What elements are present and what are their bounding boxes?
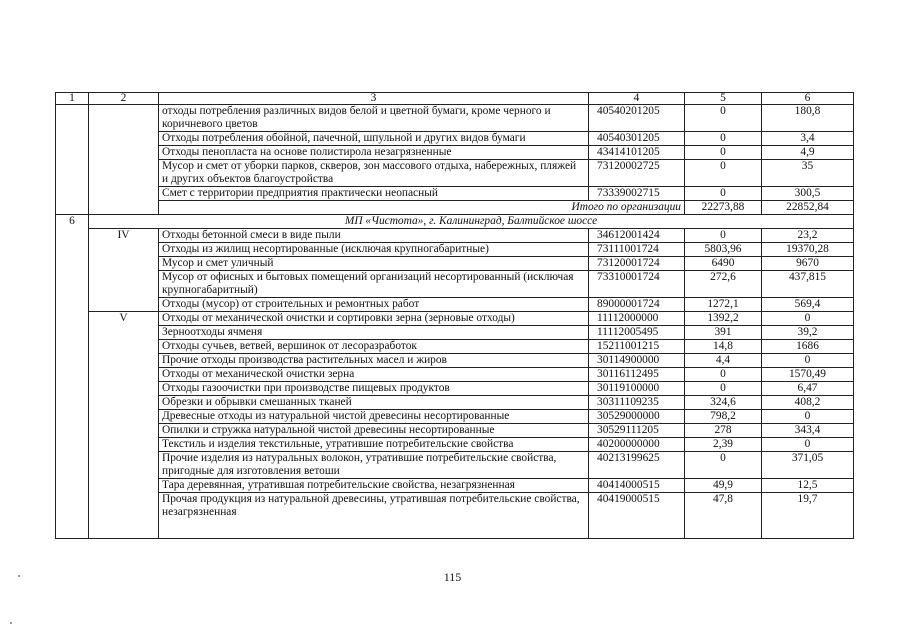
value-col6-cell: 300,5	[762, 187, 854, 201]
hazard-class-iv: IV	[89, 229, 159, 312]
value-col5-cell: 0	[685, 368, 762, 382]
value-col6-cell: 0	[762, 438, 854, 452]
value-col6-cell: 12,5	[762, 479, 854, 493]
table-row	[56, 479, 854, 493]
table-row	[56, 243, 854, 257]
table-row	[56, 160, 854, 187]
value-col5-cell: 0	[685, 160, 762, 187]
table-row	[56, 438, 854, 452]
value-col6-cell: 3,4	[762, 132, 854, 146]
table-row	[56, 410, 854, 424]
value-col5-cell: 278	[685, 424, 762, 438]
value-col6-cell: 343,4	[762, 424, 854, 438]
value-col6-cell: 1686	[762, 340, 854, 354]
waste-code-cell: 40414000515	[589, 479, 685, 493]
waste-name-cell: Прочая продукция из натуральной древесины, утратившая потребительские свойства, незагрязненная	[159, 493, 589, 539]
waste-code-cell: 40200000000	[589, 438, 685, 452]
waste-code-cell: 30529000000	[589, 410, 685, 424]
table-row	[56, 312, 854, 326]
value-col5-cell: 14,8	[685, 340, 762, 354]
value-col5-cell: 324,6	[685, 396, 762, 410]
waste-name-cell: Тара деревянная, утратившая потребительские свойства, незагрязненная	[159, 479, 589, 493]
hazard-class-v: V	[89, 312, 159, 539]
waste-code-cell: 40540201205	[589, 105, 685, 132]
value-col5-cell: 49,9	[685, 479, 762, 493]
waste-name-cell: Прочие изделия из натуральных волокон, утратившие потребительские свойства, пригодные для изготовления ветоши	[159, 452, 589, 479]
table-row	[56, 271, 854, 298]
waste-code-cell: 73310001724	[589, 271, 685, 298]
waste-code-cell: 30116112495	[589, 368, 685, 382]
value-col5-cell: 0	[685, 187, 762, 201]
total-label: Итого по организации	[159, 201, 685, 215]
waste-code-cell: 73111001724	[589, 243, 685, 257]
value-col6-cell: 437,815	[762, 271, 854, 298]
waste-code-cell: 30311109235	[589, 396, 685, 410]
organization-row	[56, 215, 854, 229]
waste-code-cell: 34612001424	[589, 229, 685, 243]
table-row	[56, 229, 854, 243]
value-col5-cell: 47,8	[685, 493, 762, 539]
value-col6-cell: 371,05	[762, 452, 854, 479]
total-col6-value: 22852,84	[762, 201, 854, 215]
table-row	[56, 452, 854, 479]
value-col5-cell: 5803,96	[685, 243, 762, 257]
waste-name-cell: Мусор и смет уличный	[159, 257, 589, 271]
waste-code-cell: 30114900000	[589, 354, 685, 368]
column-header-1: 1	[56, 93, 89, 105]
column-header-2: 2	[89, 93, 159, 105]
column-header-4: 4	[589, 93, 685, 105]
value-col6-cell: 408,2	[762, 396, 854, 410]
waste-code-cell: 30119100000	[589, 382, 685, 396]
value-col6-cell: 35	[762, 160, 854, 187]
table-row	[56, 424, 854, 438]
value-col5-cell: 0	[685, 229, 762, 243]
value-col6-cell: 6,47	[762, 382, 854, 396]
value-col5-cell: 798,2	[685, 410, 762, 424]
waste-code-cell: 73339002715	[589, 187, 685, 201]
value-col6-cell: 0	[762, 410, 854, 424]
waste-code-cell: 11112005495	[589, 326, 685, 340]
page-number: 115	[443, 570, 462, 584]
value-col5-cell: 1392,2	[685, 312, 762, 326]
table-row	[56, 396, 854, 410]
waste-name-cell: Мусор от офисных и бытовых помещений организаций несортированный (исключая крупногабаритный)	[159, 271, 589, 298]
waste-name-cell: Обрезки и обрывки смешанных тканей	[159, 396, 589, 410]
value-col6-cell: 23,2	[762, 229, 854, 243]
org-title: МП «Чистота», г. Калининград, Балтийское шоссе	[89, 215, 854, 229]
value-col5-cell: 0	[685, 132, 762, 146]
value-col6-cell: 39,2	[762, 326, 854, 340]
value-col6-cell: 9670	[762, 257, 854, 271]
value-col6-cell: 19,7	[762, 493, 854, 539]
waste-name-cell: Мусор и смет от уборки парков, скверов, зон массового отдыха, набережных, пляжей и других объектов благоустройства	[159, 160, 589, 187]
value-col5-cell: 0	[685, 452, 762, 479]
value-col6-cell: 19370,28	[762, 243, 854, 257]
waste-name-cell: Отходы из жилищ несортированные (исключая крупногабаритные)	[159, 243, 589, 257]
table-row	[56, 326, 854, 340]
hazard-class-cell	[89, 105, 159, 215]
waste-name-cell: Смет с территории предприятия практически неопасный	[159, 187, 589, 201]
table-row	[56, 146, 854, 160]
total-col5-value: 22273,88	[685, 201, 762, 215]
value-col5-cell: 6490	[685, 257, 762, 271]
waste-name-cell: Опилки и стружка натуральной чистой древесины несортированные	[159, 424, 589, 438]
value-col5-cell: 4,4	[685, 354, 762, 368]
table-row	[56, 257, 854, 271]
waste-code-cell: 43414101205	[589, 146, 685, 160]
waste-code-cell: 89000001724	[589, 298, 685, 312]
waste-name-cell: Прочие отходы производства растительных масел и жиров	[159, 354, 589, 368]
table-row	[56, 105, 854, 132]
waste-name-cell: Отходы (мусор) от строительных и ремонтных работ	[159, 298, 589, 312]
waste-name-cell: отходы потребления различных видов белой и цветной бумаги, кроме черного и коричневого цветов	[159, 105, 589, 132]
waste-name-cell: Отходы пенопласта на основе полистирола незагрязненные	[159, 146, 589, 160]
waste-table	[55, 92, 854, 539]
total-row	[56, 201, 854, 215]
table-row	[56, 493, 854, 539]
value-col6-cell: 1570,49	[762, 368, 854, 382]
column-header-row	[56, 93, 854, 105]
waste-name-cell: Древесные отходы из натуральной чистой древесины несортированные	[159, 410, 589, 424]
value-col5-cell: 0	[685, 382, 762, 396]
waste-code-cell: 73120001724	[589, 257, 685, 271]
waste-name-cell: Отходы сучьев, ветвей, вершинок от лесоразработок	[159, 340, 589, 354]
table-row	[56, 368, 854, 382]
waste-name-cell: Отходы газоочистки при производстве пищевых продуктов	[159, 382, 589, 396]
waste-code-cell: 15211001215	[589, 340, 685, 354]
waste-name-cell: Отходы от механической очистки и сортировки зерна (зерновые отходы)	[159, 312, 589, 326]
waste-code-cell: 11112000000	[589, 312, 685, 326]
waste-name-cell: Текстиль и изделия текстильные, утратившие потребительские свойства	[159, 438, 589, 452]
value-col5-cell: 391	[685, 326, 762, 340]
table-row	[56, 132, 854, 146]
waste-code-cell: 73120002725	[589, 160, 685, 187]
waste-name-cell: Отходы от механической очистки зерна	[159, 368, 589, 382]
value-col5-cell: 0	[685, 146, 762, 160]
waste-name-cell: Отходы бетонной смеси в виде пыли	[159, 229, 589, 243]
table-row	[56, 382, 854, 396]
table-row	[56, 354, 854, 368]
waste-code-cell: 30529111205	[589, 424, 685, 438]
org-number: 6	[56, 215, 89, 539]
value-col6-cell: 569,4	[762, 298, 854, 312]
table-row	[56, 298, 854, 312]
column-header-3: 3	[159, 93, 589, 105]
waste-code-cell: 40213199625	[589, 452, 685, 479]
waste-table-body	[56, 93, 854, 539]
value-col5-cell: 272,6	[685, 271, 762, 298]
value-col5-cell: 0	[685, 105, 762, 132]
table-row	[56, 187, 854, 201]
column-header-5: 5	[685, 93, 762, 105]
table-row	[56, 340, 854, 354]
waste-code-cell: 40419000515	[589, 493, 685, 539]
scan-speck	[10, 622, 12, 624]
waste-code-cell: 40540301205	[589, 132, 685, 146]
scan-speck	[18, 575, 20, 577]
value-col6-cell: 180,8	[762, 105, 854, 132]
column-header-6: 6	[762, 93, 854, 105]
waste-name-cell: Отходы потребления обойной, пачечной, шпульной и других видов бумаги	[159, 132, 589, 146]
waste-name-cell: Зерноотходы ячменя	[159, 326, 589, 340]
value-col5-cell: 1272,1	[685, 298, 762, 312]
value-col6-cell: 0	[762, 312, 854, 326]
value-col6-cell: 0	[762, 354, 854, 368]
value-col6-cell: 4,9	[762, 146, 854, 160]
org-number-cell	[56, 105, 89, 215]
value-col5-cell: 2,39	[685, 438, 762, 452]
